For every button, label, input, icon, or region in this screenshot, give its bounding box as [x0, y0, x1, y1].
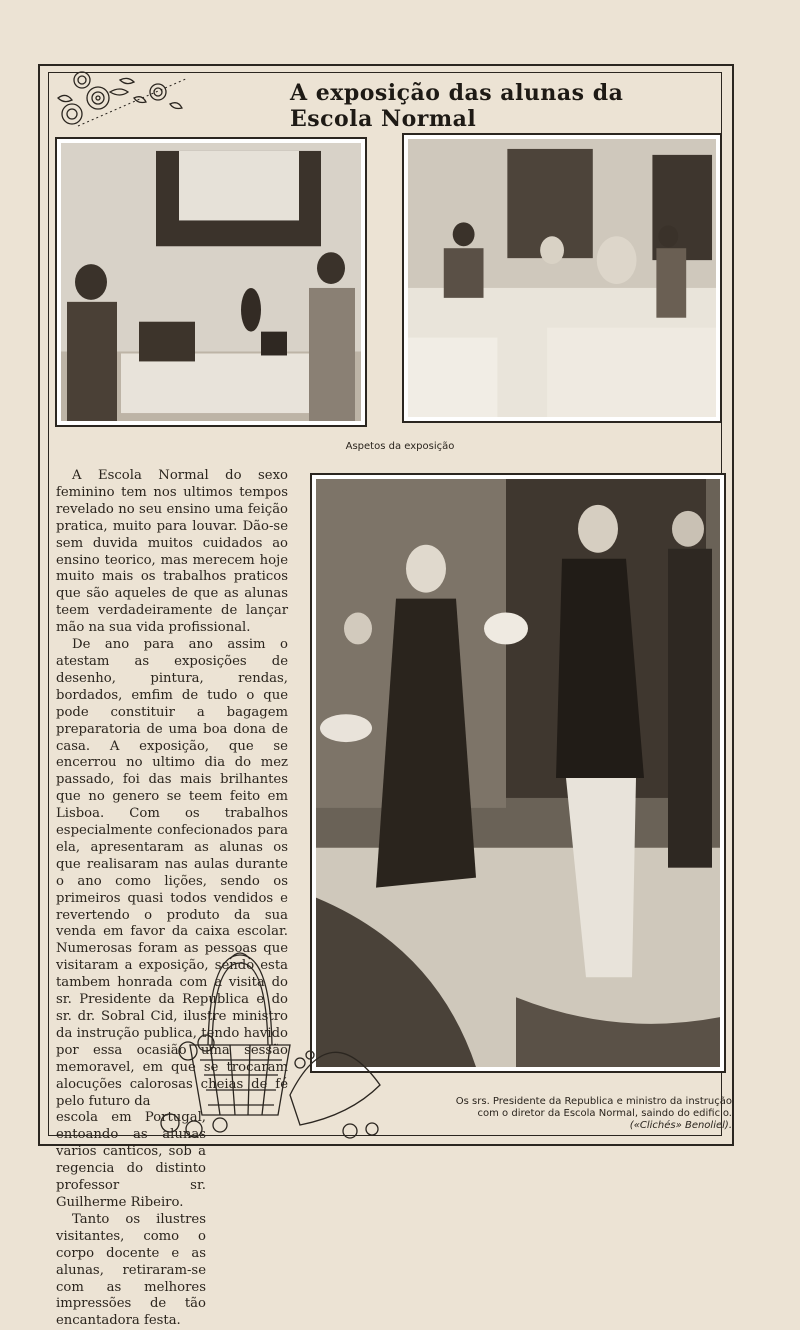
- photo-credit: («Clichés» Benoliel).: [629, 1120, 732, 1131]
- caption-line: Os srs. Presidente da Republica e ministro da instrução: [455, 1096, 732, 1107]
- article-paragraph: A Escola Normal do sexo feminino tem nos ultimos tempos revelado no seu ensino uma feição pratica, muito para louvar. Dão-se sem duvida muitos cuidados ao ensino teorico, mas merecem hoje muito mais os trabalhos praticos que são aqueles de que as alunas teem verdadeiramente de lançar mão na sua vida profissional.: [56, 468, 288, 636]
- photo-exhibition-room: [402, 133, 722, 423]
- article-paragraph: Tanto os ilustres visitantes, como o corpo docente e as alunas, retiraram-se com as melhores impressões de tão encantadora festa.: [56, 1211, 206, 1329]
- article-paragraph-tail: escola em Portugal, entoando as alunas varios canticos, sob a regencia do distinto professor sr. Guilherme Ribeiro.: [56, 1110, 206, 1210]
- photo-caption: [412, 1096, 732, 1132]
- page-title: A exposição das alunas da Escola Normal: [290, 80, 624, 132]
- roses-ornament-icon: [50, 68, 190, 132]
- flower-basket-ornament-icon: [150, 945, 400, 1145]
- photos-caption: Aspetos da exposição: [345, 441, 455, 452]
- caption-line: com o diretor da Escola Normal, saindo do edificio.: [477, 1108, 732, 1119]
- photo-exhibition-table: [55, 137, 367, 427]
- article-body: [56, 468, 288, 1330]
- article-paragraph: De ano para ano assim o atestam as exposições de desenho, pintura, rendas, bordados, emfim de tudo o que pode constituir a bagagem preparatoria de uma boa dona de casa. A exposição, que se encerrou no ultimo dia do mez passado, foi das mais brilhantes que no genero se teem feito em Lisboa. Com os trabalhos especialmente confecionados para ela, apresentaram as alunas os que realisaram nas aulas durante o ano como lições, sendo os primeiros quasi todos vendidos e revertendo o produto da sua venda em favor da caixa escolar. Numerosas foram as pessoas que visitaram a exposição, sendo esta tambem honrada com a visita do sr. Presidente da Republica e do sr. dr. Sobral Cid, ilustre ministro da instrução publica, tendo havido por essa ocasião uma sessão memoravel, em que se trocaram alocuções calorosas cheias de fé pelo futuro da: [56, 637, 288, 1109]
